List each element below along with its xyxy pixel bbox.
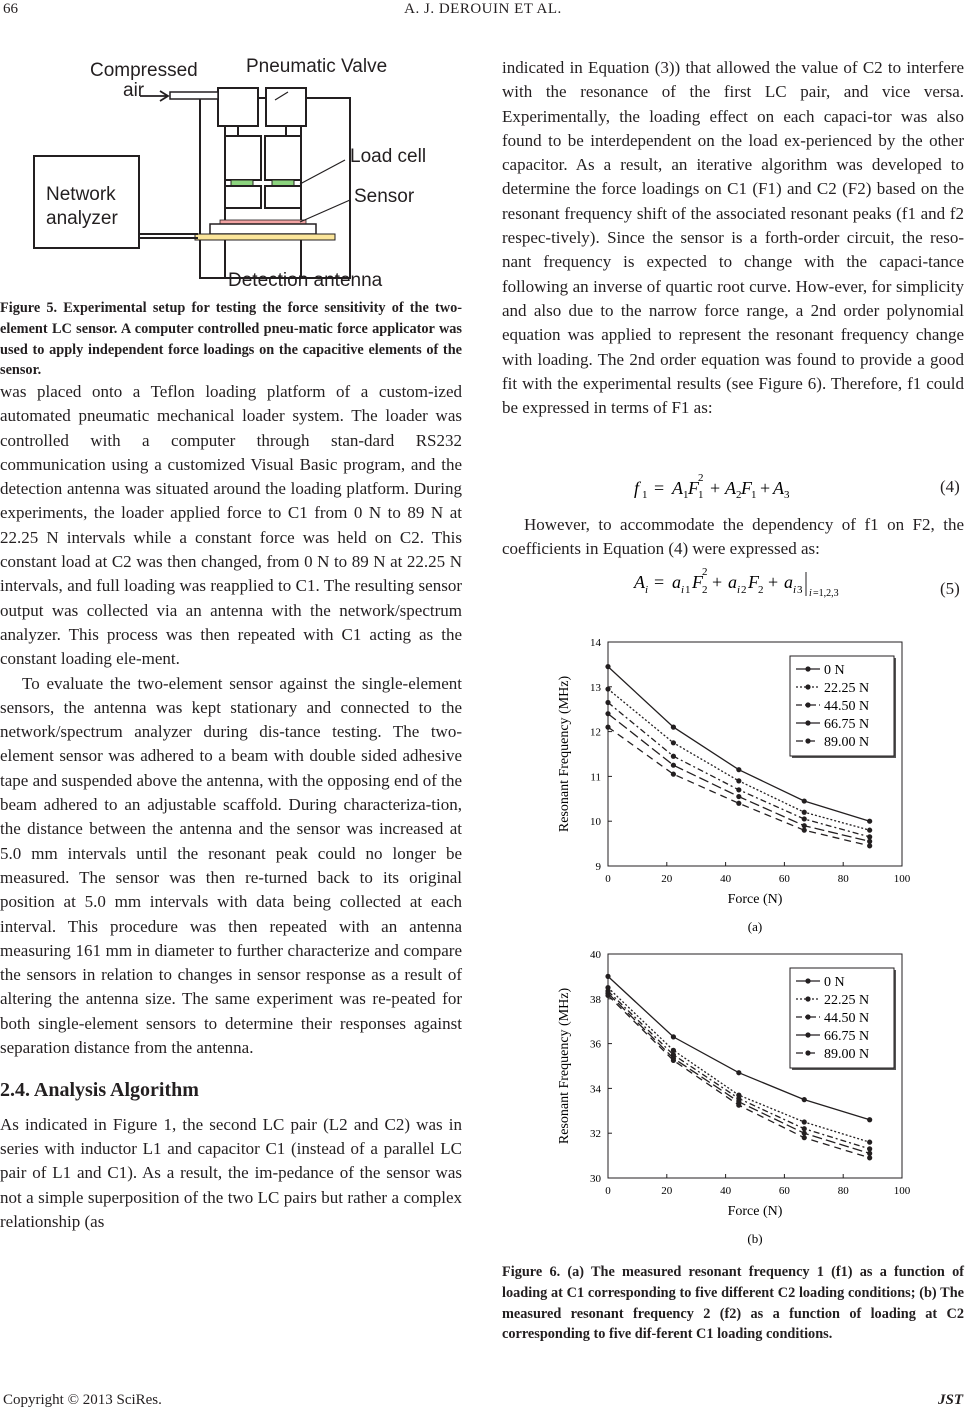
air-arrow-icon bbox=[140, 91, 168, 101]
data-point bbox=[605, 686, 610, 691]
data-point bbox=[736, 767, 741, 772]
data-point bbox=[802, 816, 807, 821]
x-tick-label: 40 bbox=[720, 873, 732, 885]
pneumatic-valve-left bbox=[218, 88, 258, 126]
svg-text:a: a bbox=[672, 572, 681, 592]
x-tick-label: 80 bbox=[837, 873, 849, 885]
legend-label: 22.25 N bbox=[824, 993, 870, 1008]
label-compressed-air-2: air bbox=[123, 80, 145, 101]
x-tick-label: 40 bbox=[720, 1185, 732, 1197]
data-point bbox=[605, 711, 610, 716]
x-tick-label: 100 bbox=[893, 1185, 911, 1197]
equation-5-number: (5) bbox=[940, 579, 960, 598]
y-tick-label: 12 bbox=[590, 726, 601, 739]
data-point bbox=[867, 1151, 872, 1156]
data-point bbox=[671, 772, 676, 777]
svg-text:1: 1 bbox=[683, 489, 689, 501]
svg-text:i: i bbox=[809, 588, 812, 599]
svg-text:3: 3 bbox=[784, 489, 790, 501]
x-tick-label: 0 bbox=[605, 873, 611, 885]
svg-text:i: i bbox=[793, 584, 797, 596]
svg-text:i: i bbox=[645, 584, 649, 596]
data-point bbox=[605, 700, 610, 705]
svg-text:2: 2 bbox=[758, 584, 764, 596]
x-tick-label: 100 bbox=[893, 873, 911, 885]
data-point bbox=[802, 828, 807, 833]
label-compressed-air-1: Compressed bbox=[90, 60, 198, 81]
legend-label: 0 N bbox=[824, 975, 845, 990]
air-pipe bbox=[170, 92, 218, 99]
legend-marker bbox=[805, 1014, 810, 1019]
data-point bbox=[867, 828, 872, 833]
data-point bbox=[802, 1119, 807, 1124]
legend-label: 0 N bbox=[824, 663, 845, 678]
running-head-authors: A. J. DEROUIN ET AL. bbox=[404, 1, 562, 17]
page-header bbox=[0, 0, 966, 30]
data-point bbox=[867, 1117, 872, 1122]
equation-5 bbox=[630, 566, 860, 600]
y-tick-label: 32 bbox=[590, 1128, 601, 1141]
svg-text:A: A bbox=[672, 478, 683, 498]
y-tick-label: 40 bbox=[590, 949, 601, 961]
svg-text:a: a bbox=[728, 572, 737, 592]
legend-label: 44.50 N bbox=[824, 1011, 870, 1026]
svg-text:F: F bbox=[741, 478, 752, 498]
svg-text:2: 2 bbox=[702, 566, 708, 578]
svg-text:2: 2 bbox=[741, 584, 747, 596]
svg-text:2: 2 bbox=[698, 472, 704, 484]
legend-marker bbox=[805, 996, 810, 1001]
svg-text:a: a bbox=[784, 572, 793, 592]
data-point bbox=[671, 725, 676, 730]
svg-text:F: F bbox=[748, 572, 759, 592]
svg-text:1: 1 bbox=[642, 489, 648, 501]
data-point bbox=[736, 794, 741, 799]
label-pneumatic-valve: Pneumatic Valve bbox=[246, 56, 388, 77]
y-tick-label: 14 bbox=[590, 637, 601, 649]
x-tick-label: 0 bbox=[605, 1185, 611, 1197]
x-axis-label: Force (N) bbox=[727, 1204, 783, 1219]
right-column-paragraph-2-wrap bbox=[502, 513, 964, 562]
data-point bbox=[671, 1034, 676, 1039]
figure6b-chart bbox=[540, 942, 920, 1247]
svg-text:A: A bbox=[773, 478, 784, 498]
data-point bbox=[605, 974, 610, 979]
equation-4 bbox=[630, 472, 790, 502]
x-axis-label: Force (N) bbox=[727, 892, 783, 907]
y-tick-label: 10 bbox=[590, 816, 601, 829]
body-paragraph: was placed onto a Teflon loading platform of a custom-ized automated pneumatic mechanical loader system. The loader was controlled with a computer through stan-dard RS232 communication using a customized Visual Basic program, and the detection antenna was situated around the loading platform. During experiments, the loader applied force to C1 from 0 N to 89 N at 22.25 N intervals while a constant force was held on C2. This constant load at C2 was then changed, from 0 N to 89 N at 22.25 N intervals, and full loading was reapplied to C1. The resulting sensor output was collected via an antenna with the network/spectrum analyzer. This process was then repeated with C1 acting as the constant loading ele-ment. bbox=[0, 382, 462, 669]
svg-text:A: A bbox=[725, 478, 736, 498]
data-point bbox=[605, 664, 610, 669]
svg-text:2: 2 bbox=[736, 489, 742, 501]
data-point bbox=[802, 823, 807, 828]
legend-marker bbox=[805, 1050, 810, 1055]
figure6-caption: Figure 6. (a) The measured resonant frequency 1 (f1) as a function of loading at C1 corresponding to five different C2 loading conditions; (b) The measured resonant frequency 2 (f2) as a function of loading at C2 corresponding to five dif-ferent C1 loading conditions. bbox=[502, 1264, 964, 1343]
data-point bbox=[671, 740, 676, 745]
data-point bbox=[605, 993, 610, 998]
data-point bbox=[867, 1146, 872, 1151]
left-column bbox=[0, 380, 462, 1234]
y-tick-label: 9 bbox=[595, 861, 601, 873]
svg-text:A: A bbox=[634, 572, 645, 592]
svg-text:=1,2,3: =1,2,3 bbox=[813, 588, 839, 599]
y-axis-label: Resonant Frequency (MHz) bbox=[557, 987, 572, 1145]
legend-marker bbox=[805, 978, 810, 983]
body-paragraph: However, to accommodate the dependency of f1 on F2, the coefficients in Equation (4) were expressed as: bbox=[502, 515, 964, 559]
svg-text:+: + bbox=[768, 572, 779, 592]
x-tick-label: 80 bbox=[837, 1185, 849, 1197]
data-point bbox=[736, 787, 741, 792]
legend-marker bbox=[805, 738, 810, 743]
legend-label: 89.00 N bbox=[824, 735, 870, 750]
label-load-cell: Load cell bbox=[350, 146, 427, 167]
svg-text:1: 1 bbox=[698, 489, 704, 501]
svg-text:=: = bbox=[654, 572, 665, 592]
svg-text:f: f bbox=[634, 478, 640, 498]
figure5-diagram bbox=[20, 48, 460, 296]
figure6a-chart bbox=[540, 630, 920, 935]
figure5-caption: Figure 5. Experimental setup for testing the force sensitivity of the two-element LC sensor. A computer controlled pneu-matic force applicator was used to apply independent force loadings on the capacitive elements of the sensor. bbox=[0, 300, 462, 379]
legend-label: 66.75 N bbox=[824, 1029, 870, 1044]
equation-4-number: (4) bbox=[940, 477, 960, 496]
data-point bbox=[867, 1140, 872, 1145]
section-title: 2.4. Analysis Algorithm bbox=[0, 1079, 199, 1102]
data-point bbox=[802, 1131, 807, 1136]
svg-text:F: F bbox=[688, 478, 699, 498]
page-number: 66 bbox=[3, 1, 18, 17]
data-point bbox=[736, 1103, 741, 1108]
y-tick-label: 34 bbox=[590, 1083, 601, 1096]
data-point bbox=[802, 798, 807, 803]
data-point bbox=[867, 819, 872, 824]
data-point bbox=[605, 725, 610, 730]
body-paragraph: As indicated in Figure 1, the second LC pair (L2 and C2) was in series with inductor L1 and capacitor C1 (instead of a parallel LC pair of L1 and C1). As a result, the im-pedance of the sensor was not a simple superposition of the two LC pairs but rather a complex relationship (as bbox=[0, 1114, 462, 1231]
data-point bbox=[867, 843, 872, 848]
y-tick-label: 11 bbox=[590, 771, 601, 784]
x-tick-label: 20 bbox=[661, 873, 673, 885]
label-network-analyzer-2: analyzer bbox=[46, 208, 118, 229]
label-sensor: Sensor bbox=[354, 186, 415, 207]
panel-label: (b) bbox=[747, 1231, 763, 1246]
data-point bbox=[867, 834, 872, 839]
data-point bbox=[671, 1058, 676, 1063]
data-point bbox=[802, 810, 807, 815]
data-point bbox=[736, 801, 741, 806]
body-paragraph: To evaluate the two-element sensor against the single-element sensors, the antenna was kept stationary and connected to the network/spectrum analyzer during dis-tance testing. The two-element sensor was adhered to a beam with double sided adhesive tape and suspended above the antenna, with the opposing end of the beam adhered to an adjustable scaffold. During characteriza-tion, the distance between the antenna and the sensor was increased at 5.0 mm intervals until the resonant peak could no longer be measured. The sensor was then re-turned back to its original position at 5.0 mm intervals with data being collected at each interval. This procedure was then repeated with an antenna measuring 161 mm in diameter to further characterize and compare the sensors in relation to changes in sensor response as a result of altering the antenna size. The same experiment was re-peated for both single-element sensors to determine their responses against separation distance from the antenna. bbox=[0, 673, 462, 1058]
svg-text:i: i bbox=[681, 584, 685, 596]
x-tick-label: 20 bbox=[661, 1185, 673, 1197]
svg-text:2: 2 bbox=[702, 584, 708, 596]
legend-marker bbox=[805, 720, 810, 725]
detection-antenna-plate bbox=[195, 234, 335, 240]
data-point bbox=[736, 1070, 741, 1075]
svg-text:1: 1 bbox=[751, 489, 757, 501]
x-tick-label: 60 bbox=[778, 873, 790, 885]
y-tick-label: 13 bbox=[590, 681, 601, 694]
legend-label: 22.25 N bbox=[824, 681, 870, 696]
y-axis-label: Resonant Frequency (MHz) bbox=[557, 675, 572, 833]
x-tick-label: 60 bbox=[778, 1185, 790, 1197]
data-point bbox=[736, 778, 741, 783]
copyright-text: Copyright © 2013 SciRes. bbox=[3, 1392, 162, 1408]
data-point bbox=[671, 763, 676, 768]
data-point bbox=[802, 1135, 807, 1140]
svg-text:i: i bbox=[737, 584, 741, 596]
page-footer bbox=[3, 1392, 963, 1409]
actuator-left bbox=[225, 136, 261, 180]
loading-platform bbox=[210, 224, 316, 234]
legend-marker bbox=[805, 702, 810, 707]
y-tick-label: 30 bbox=[590, 1173, 601, 1185]
data-point bbox=[671, 754, 676, 759]
right-column-paragraph: indicated in Equation (3)) that allowed the value of C2 to interfere with the resonance of the first LC pair, and vice versa. Experimentally, the loading effect on each capaci-tor was also found to be interdependent on the load ex-perienced by the other capacitor. As a result, an iterative algorithm was developed to determine the force loadings on C1 (F1) and C2 (F2) based on the resonant frequency shift of the associated resonant peaks (f1 and f2 respec-tively). Since the sensor is a forth-order circuit, the reso-nant frequency is expected to change with the capaci-tance following an inverse of quartic root curve. How-ever, for simplicity and also due to the narrow force range, a 2nd order polynomial equation was applied to represent the resonant frequency change with loading. The 2nd order equation was found to provide a good fit with the experimental results (see Figure 6). Therefore, f1 could be expressed in terms of F1 as: bbox=[502, 58, 964, 418]
y-tick-label: 36 bbox=[590, 1038, 601, 1051]
svg-text:=: = bbox=[654, 478, 665, 498]
legend-marker bbox=[805, 666, 810, 671]
label-network-analyzer-1: Network bbox=[46, 184, 116, 205]
legend-label: 44.50 N bbox=[824, 699, 870, 714]
actuator-right bbox=[265, 136, 301, 180]
legend-marker bbox=[805, 684, 810, 689]
svg-text:1: 1 bbox=[685, 584, 691, 596]
legend-label: 89.00 N bbox=[824, 1047, 870, 1062]
data-point bbox=[802, 1126, 807, 1131]
legend-label: 66.75 N bbox=[824, 717, 870, 732]
data-point bbox=[867, 839, 872, 844]
data-point bbox=[867, 1155, 872, 1160]
svg-text:+: + bbox=[712, 572, 723, 592]
svg-text:F: F bbox=[692, 572, 703, 592]
journal-name: JST bbox=[937, 1392, 963, 1408]
y-tick-label: 38 bbox=[590, 993, 601, 1006]
svg-text:3: 3 bbox=[797, 584, 803, 596]
panel-label: (a) bbox=[747, 919, 763, 934]
label-detection-antenna: Detection antenna bbox=[228, 270, 383, 291]
legend-marker bbox=[805, 1032, 810, 1037]
svg-text:+: + bbox=[710, 478, 721, 498]
data-point bbox=[802, 1097, 807, 1102]
svg-text:+: + bbox=[760, 478, 771, 498]
